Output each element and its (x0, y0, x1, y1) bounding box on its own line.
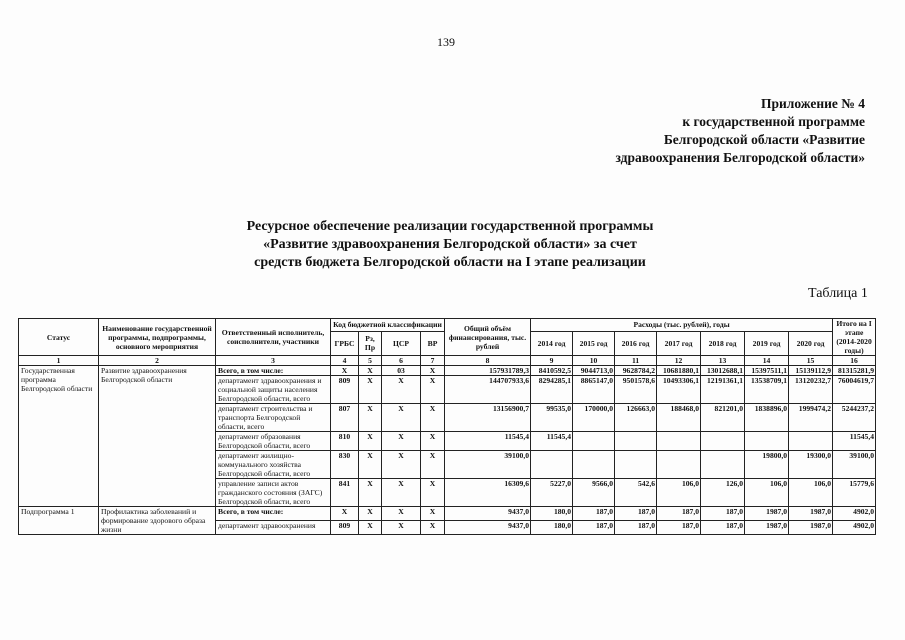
column-number: 6 (382, 356, 421, 366)
year-value-cell: 106,0 (745, 479, 789, 507)
column-number: 14 (745, 356, 789, 366)
year-value-cell (573, 432, 615, 451)
vr-cell: X (421, 366, 445, 376)
resource-table (18, 318, 876, 535)
title-line: средств бюджета Белгородской области на I этапе реализации (254, 255, 646, 270)
year-value-cell: 12191361,1 (701, 376, 745, 404)
status-cell: Подпрограмма 1 (19, 507, 99, 535)
vr-cell: X (421, 451, 445, 479)
header-csr: ЦСР (382, 331, 421, 355)
year-value-cell: 187,0 (573, 507, 615, 521)
rz-pr-cell: X (359, 404, 382, 432)
column-number: 12 (657, 356, 701, 366)
header-budget-code: Код бюджетной классификации (331, 319, 445, 332)
appendix-line: здравоохранения Белгородской области» (615, 150, 865, 165)
header-year: 2016 год (615, 331, 657, 355)
column-number: 3 (216, 356, 331, 366)
title-line: «Развитие здравоохранения Белгородской области» за счет (263, 237, 637, 252)
column-number: 16 (833, 356, 876, 366)
header-year: 2020 год (789, 331, 833, 355)
vr-cell: X (421, 507, 445, 521)
year-value-cell: 187,0 (701, 521, 745, 535)
year-value-cell: 180,0 (531, 521, 573, 535)
responsible-cell: департамент образования Белгородской области, всего (216, 432, 331, 451)
grbs-cell: X (331, 507, 359, 521)
stage-total-cell: 15779,6 (833, 479, 876, 507)
status-cell: Государственная программа Белгородской области (19, 366, 99, 507)
appendix-line: Приложение № 4 (761, 96, 865, 111)
year-value-cell: 126663,0 (615, 404, 657, 432)
rz-pr-cell: X (359, 451, 382, 479)
table-label: Таблица 1 (808, 286, 868, 301)
year-value-cell: 106,0 (657, 479, 701, 507)
csr-cell: X (382, 404, 421, 432)
year-value-cell: 9044713,0 (573, 366, 615, 376)
column-number: 15 (789, 356, 833, 366)
vr-cell: X (421, 432, 445, 451)
column-number: 10 (573, 356, 615, 366)
year-value-cell: 187,0 (615, 507, 657, 521)
year-value-cell (657, 451, 701, 479)
header-rz-pr: Рз, Пр (359, 331, 382, 355)
year-value-cell: 187,0 (701, 507, 745, 521)
year-value-cell: 15139112,9 (789, 366, 833, 376)
appendix-line: к государственной программе (682, 114, 865, 129)
csr-cell: X (382, 432, 421, 451)
responsible-cell: департамент жилищно-коммунального хозяйства Белгородской области, всего (216, 451, 331, 479)
year-value-cell: 170000,0 (573, 404, 615, 432)
appendix-heading (535, 95, 865, 167)
year-value-cell (615, 451, 657, 479)
year-value-cell: 5227,0 (531, 479, 573, 507)
stage-total-cell: 4902,0 (833, 507, 876, 521)
year-value-cell (789, 432, 833, 451)
name-cell: Профилактика заболеваний и формирование здорового образа жизни (99, 507, 216, 535)
responsible-cell: департамент здравоохранения и социальной защиты населения Белгородской области, всего (216, 376, 331, 404)
year-value-cell: 8294285,1 (531, 376, 573, 404)
stage-total-cell: 5244237,2 (833, 404, 876, 432)
total-cell: 11545,4 (445, 432, 531, 451)
year-value-cell: 1987,0 (789, 507, 833, 521)
stage-total-cell: 4902,0 (833, 521, 876, 535)
grbs-cell: 841 (331, 479, 359, 507)
header-name: Наименование государственной программы, подпрограммы, основного мероприятия (99, 319, 216, 356)
year-value-cell: 9628784,2 (615, 366, 657, 376)
year-value-cell: 15397511,1 (745, 366, 789, 376)
header-year: 2018 год (701, 331, 745, 355)
year-value-cell: 542,6 (615, 479, 657, 507)
year-value-cell: 1838896,0 (745, 404, 789, 432)
grbs-cell: 809 (331, 376, 359, 404)
page-number: 139 (437, 35, 455, 49)
year-value-cell: 19800,0 (745, 451, 789, 479)
year-value-cell: 10493306,1 (657, 376, 701, 404)
header-row (19, 319, 876, 332)
rz-pr-cell: X (359, 376, 382, 404)
year-value-cell: 9501578,6 (615, 376, 657, 404)
stage-total-cell: 76004619,7 (833, 376, 876, 404)
responsible-cell: департамент здравоохранения (216, 521, 331, 535)
grbs-cell: 809 (331, 521, 359, 535)
column-number-row (19, 356, 876, 366)
year-value-cell: 99535,0 (531, 404, 573, 432)
year-value-cell (745, 432, 789, 451)
total-cell: 9437,0 (445, 507, 531, 521)
header-stage-total: Итого на I этапе (2014-2020 годы) (833, 319, 876, 356)
header-responsible: Ответственный исполнитель, соисполнители, участники (216, 319, 331, 356)
column-number: 7 (421, 356, 445, 366)
title-line: Ресурсное обеспечение реализации государственной программы (246, 219, 654, 234)
rz-pr-cell: X (359, 507, 382, 521)
table-row (19, 366, 876, 376)
responsible-cell: Всего, в том числе: (216, 366, 331, 376)
year-value-cell: 1999474,2 (789, 404, 833, 432)
year-value-cell: 1987,0 (745, 507, 789, 521)
year-value-cell: 19300,0 (789, 451, 833, 479)
year-value-cell: 188468,0 (657, 404, 701, 432)
year-value-cell: 13012688,1 (701, 366, 745, 376)
year-value-cell (573, 451, 615, 479)
year-value-cell: 187,0 (573, 521, 615, 535)
rz-pr-cell: X (359, 521, 382, 535)
year-value-cell: 13120232,7 (789, 376, 833, 404)
year-value-cell (701, 432, 745, 451)
total-cell: 13156900,7 (445, 404, 531, 432)
csr-cell: X (382, 521, 421, 535)
responsible-cell: управление записи актов гражданского состояния (ЗАГС) Белгородской области, всего (216, 479, 331, 507)
header-year: 2017 год (657, 331, 701, 355)
year-value-cell: 126,0 (701, 479, 745, 507)
csr-cell: X (382, 479, 421, 507)
header-year: 2019 год (745, 331, 789, 355)
header-year: 2015 год (573, 331, 615, 355)
csr-cell: 03 (382, 366, 421, 376)
stage-total-cell: 81315281,9 (833, 366, 876, 376)
year-value-cell: 106,0 (789, 479, 833, 507)
vr-cell: X (421, 376, 445, 404)
rz-pr-cell: X (359, 432, 382, 451)
year-value-cell: 10681880,1 (657, 366, 701, 376)
column-number: 13 (701, 356, 745, 366)
table-body (19, 366, 876, 535)
year-value-cell: 8865147,0 (573, 376, 615, 404)
year-value-cell: 821201,0 (701, 404, 745, 432)
year-value-cell: 1987,0 (745, 521, 789, 535)
year-value-cell: 11545,4 (531, 432, 573, 451)
vr-cell: X (421, 404, 445, 432)
responsible-cell: департамент строительства и транспорта Белгородской области, всего (216, 404, 331, 432)
rz-pr-cell: X (359, 366, 382, 376)
rz-pr-cell: X (359, 479, 382, 507)
table-row (19, 507, 876, 521)
column-number: 2 (99, 356, 216, 366)
total-cell: 39100,0 (445, 451, 531, 479)
document-title (190, 218, 710, 272)
vr-cell: X (421, 521, 445, 535)
stage-total-cell: 11545,4 (833, 432, 876, 451)
year-value-cell: 13538709,1 (745, 376, 789, 404)
total-cell: 16309,6 (445, 479, 531, 507)
header-vr: ВР (421, 331, 445, 355)
grbs-cell: X (331, 366, 359, 376)
year-value-cell: 187,0 (657, 507, 701, 521)
header-grbs: ГРБС (331, 331, 359, 355)
header-total: Общий объём финансирования, тыс. рублей (445, 319, 531, 356)
header-year: 2014 год (531, 331, 573, 355)
year-value-cell (657, 432, 701, 451)
vr-cell: X (421, 479, 445, 507)
year-value-cell: 187,0 (615, 521, 657, 535)
grbs-cell: 830 (331, 451, 359, 479)
year-value-cell: 180,0 (531, 507, 573, 521)
year-value-cell: 1987,0 (789, 521, 833, 535)
year-value-cell: 8410592,5 (531, 366, 573, 376)
column-number: 9 (531, 356, 573, 366)
column-number: 11 (615, 356, 657, 366)
csr-cell: X (382, 451, 421, 479)
column-number: 8 (445, 356, 531, 366)
header-expenses: Расходы (тыс. рублей), годы (531, 319, 833, 332)
header-status: Статус (19, 319, 99, 356)
grbs-cell: 810 (331, 432, 359, 451)
responsible-cell: Всего, в том числе: (216, 507, 331, 521)
column-number: 5 (359, 356, 382, 366)
column-number: 4 (331, 356, 359, 366)
year-value-cell: 9566,0 (573, 479, 615, 507)
total-cell: 9437,0 (445, 521, 531, 535)
csr-cell: X (382, 507, 421, 521)
total-cell: 144707933,6 (445, 376, 531, 404)
grbs-cell: 807 (331, 404, 359, 432)
appendix-line: Белгородской области «Развитие (663, 132, 865, 147)
year-value-cell (701, 451, 745, 479)
name-cell: Развитие здравоохранения Белгородской области (99, 366, 216, 507)
total-cell: 157931789,3 (445, 366, 531, 376)
year-value-cell (531, 451, 573, 479)
column-number: 1 (19, 356, 99, 366)
year-value-cell: 187,0 (657, 521, 701, 535)
csr-cell: X (382, 376, 421, 404)
stage-total-cell: 39100,0 (833, 451, 876, 479)
year-value-cell (615, 432, 657, 451)
